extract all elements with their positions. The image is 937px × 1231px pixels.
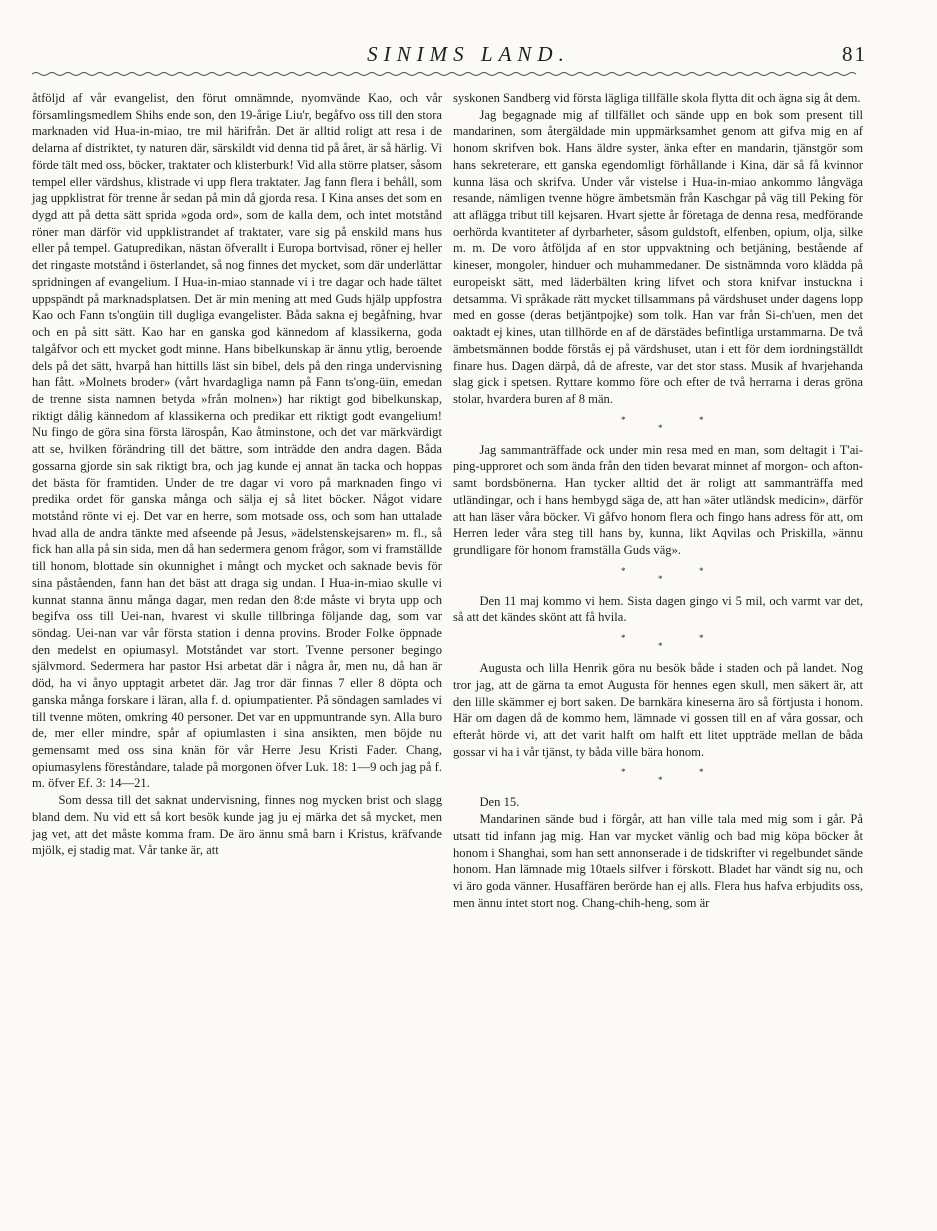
section-divider-stars	[453, 760, 863, 794]
paragraph: Den 15.	[479, 795, 520, 810]
running-title: SINIMS LAND.	[367, 42, 570, 66]
asterisk-glyph: *	[621, 767, 626, 778]
asterisk-glyph: *	[658, 422, 663, 433]
section-divider-stars	[453, 626, 863, 660]
asterisk-glyph: *	[658, 641, 663, 652]
asterisk-glyph: *	[658, 775, 663, 786]
left-text-column	[32, 90, 442, 859]
paragraph: Augusta och lilla Henrik göra nu besök både i staden och på landet. Nog tror jag, att de gärna ta emot Augusta för hennes egen skull, men säkert är, att den lille skämmer ej bort saken. De barnkära kineserna äro så förtjusta i honom. Här om dagen då de kommo hem, lämnade vi gossen till en af våra gossar, och efteråt hörde vi, att det varit halft om halft ett litet uppträde mellan de båda gossar vi ha i vår tjänst, ty båda ville bära honom.	[453, 661, 863, 759]
page-number: 81	[842, 42, 867, 66]
paragraph: syskonen Sandberg vid första lägliga tillfälle skola flytta dit och ägna sig åt dem.	[453, 91, 861, 105]
paragraph: Mandarinen sände bud i förgår, att han ville tala med mig som i går. På utsatt tid infann jag mig. Han var mycket vänlig och bad mig köpa böcker åt honom i Shanghai, som han sett annonserade i de tidskrifter vi regelbundet sände honom. Han lämnade mig 10taels silfver i förskott. Bladet har vändt sig nu, och vi äro goda vänner. Husaffären berörde han ej alls. Flera hus hafva erbjudits oss, men ännu intet stort nog. Chang-chih-heng, som är	[453, 812, 863, 910]
section-divider-stars	[453, 408, 863, 442]
page-header	[0, 38, 937, 78]
asterisk-glyph: *	[621, 414, 626, 425]
paragraph: Jag sammanträffade ock under min resa med en man, som deltagit i T'ai-ping-upproret och som ända från den tiden bevarat minnet af morgon- och afton- samt bordsbönerna. Han tycker alltid det är roligt att sammanträffa med utländingar, och i hans hembygd säga de, att han »äter utländsk medicin», därför att han läser våra böcker. Vi gåfvo honom flera och fingo hans adress för att, om Herren leder våra steg till hans by, kunna, likt Aqvilas och Priskilla, »ännu grundligare för honom framställa Guds väg».	[453, 442, 863, 557]
asterisk-glyph: *	[621, 633, 626, 644]
asterisk-glyph: *	[699, 633, 704, 644]
section-divider-stars	[453, 559, 863, 593]
paragraph: Som dessa till det saknat undervisning, finnes nog mycken brist och slagg bland dem. Nu vid ett så kort besök kunde jag ju ej märka det så mycket, men jag vet, att det måste komma fram. De äro ännu små barn i Kristus, kräfvande mjölk, ej stadig mat. Vår tanke är, att	[32, 793, 442, 858]
asterisk-glyph: *	[621, 565, 626, 576]
paragraph: Jag begagnade mig af tillfället och sände upp en bok som present till mandarinen, som återgäldade min uppmärksamhet genom att gifva mig en af honom skrifven bok. Hans äldre syster, änka efter en mandarin, tjänstgör som hans sekreterare, ett ganska egendomligt förhållande i Kina, där så få kvinnor kunna läsa och skrifva. Under vår vistelse i Hua-in-miao ankommo långväga resande, nämligen tvenne högre ämbetsmän från Kaschgar på väg till Peking för att aflägga tribut till kejsaren. Hvart sjette år företaga de denna resa, medförande oerhörda kvantiteter af dyrbarheter, såsom guldstoft, elfenben, opium, olja, silke m. m. De voro åtföljda af en stor uppvaktning och betjäning, bestående af kineser, mongoler, hinduer och muhammedaner. De sistnämnda voro klädda på europeiskt sätt, med läderbälten kring lifvet och stora knifvar instuckna i detsamma. Vi språkade rätt mycket tillsammans på värdshuset under dagens lopp med en gosse (deras betjäntpojke) som tolk. Han var från Si-ch'uen, men det oaktadt ej kines, utan tillhörde en af de därstädes befintliga urstammarna. De två ämbetsmännen bodde förstås ej på värdshuset, utan i ett för dem iordningställdt finare hus. Dagen därpå, då de afreste, var det stor stass. Musik af hvarjehanda slag gick i spetsen. Ryttare kommo före och efter de två herrarna i deras gröna stolar, hvardera buren af 8 män.	[453, 107, 863, 406]
asterisk-glyph: *	[699, 767, 704, 778]
right-text-column	[453, 90, 863, 911]
decorative-header-rule	[32, 70, 858, 77]
asterisk-glyph: *	[699, 414, 704, 425]
asterisk-glyph: *	[699, 565, 704, 576]
asterisk-glyph: *	[658, 573, 663, 584]
paragraph: Den 11 maj kommo vi hem. Sista dagen gingo vi 5 mil, och varmt var det, så att det kändes skönt att få hvila.	[453, 593, 863, 625]
paragraph: åtföljd af vår evangelist, den förut omnämnde, nyomvände Kao, och vår församlingsmedlem Shihs ende son, den 19-årige Liu'r, begåfvo oss till den stora marknaden vid Hua-in-miao, tre mil härifrån. Det är alltid roligt att resa i de delarna af distriktet, ty naturen där, särskildt vid denna tid på året, är så härlig. Vi förde tält med oss, böcker, traktater och klisterburk! Vid alla större platser, såsom tempel eller värdshus, klistrade vi upp flera traktater. Jag fann flera i behåll, som jag uppklistrat för trenne år sedan på min då gjorda resa. I Kina anses det som en dygd att på detta sätt sprida »goda ord», som de kalla dem, och intet motstånd röner man därför vid uppklistrandet af traktater, vare sig på enskild mans hus eller på tempel. Gatupredikan, nästan öfverallt i Europa bortvisad, röner ej heller det ringaste motstånd i österlandet, så nog finnes det mycket, som där underlättar spridningen af evangelium. I Hua-in-miao stannade vi i tre dagar och hade tältet uppspändt på marknadsplatsen. Det är min mening att med Guds hjälp uppfostra Kao och Fann ts'ongüin till dugliga evangelister. Båda sakna ej begåfning, hvar och en på sitt sätt. Kao har en ganska god kännedom af klassikerna, goda talgåfvor och ett mycket godt minne. Hans bibelkunskap är ännu ytlig, beroende dels på det sätt, hvarpå han hittills läst sin bibel, dels på den ringa undervisning han fått. »Molnets broder» (vårt hvardagliga namn på Fann ts'ong-üin, emedan de trenne sista namnen betyda »från molnen») har riktigt god bibelkunskap, riktigt dålig kännedom af klassikerna och predikar ett riktigt godt evangelium! Nu fingo de göra sina första lärospån, Kao åtminstone, och det var märkvärdigt att se, hvilken förändring till det bättre, som inträdde den andra dagen. Båda gossarna gjorde sin sak riktigt bra, och jag kunde ej annat än tacka och hoppas det bästa för framtiden. Under de tre dagar vi voro på marknaden fingo vi predika ordet för ganska många och sälja ej så litet böcker. Något vidare motstånd rönte vi ej. Det var en herre, som motsade oss, och som han uttalade hvad alla de andra tänkte med afseende på Jesus, »ädelstenskejsaren» m. fl., så fick han alla på sin sida, men då han sedermera genom frågor, som vi framställde till honom, blottade sin okunnighet i mångt och mycket och saknade bevis för sina påståenden, fann han det bäst att draga sig undan. I Hua-in-miao skulle vi kunnat stanna ännu många dagar, men redan den 8:de måste vi bryta upp och begifva oss till Uei-nan, hvarest vi skulle tillbringa följande dag, som var söndag. Uei-nan var vår första station i denna provins. Broder Folke öppnade den medelst en opiumasyl. Motståndet var stort. Tvenne personer begingo självmord. Sedermera har pastor Hsi arbetat där i några år, men nu, då han är död, ha vi ånyo upptagit arbetet där. Jag tror där finnas 7 eller 8 döpta och ganska många forskare i läran, alla f. d. opiumpatienter. På söndagen samlades vi till tvenne möten, omkring 40 personer. Det var en uppmuntrande syn. Alla buro de, mer eller mindre, spår af opiumlasten i sina ansikten, men böjde nu gemensamt med oss sina knän för vår Herre Jesu Kristi Fader. Chang, opiumasylens föreståndare, talade på morgonen öfver Luk. 18: 1—9 och jag på f. m. öfver Ef. 3: 14—21.	[32, 91, 442, 791]
